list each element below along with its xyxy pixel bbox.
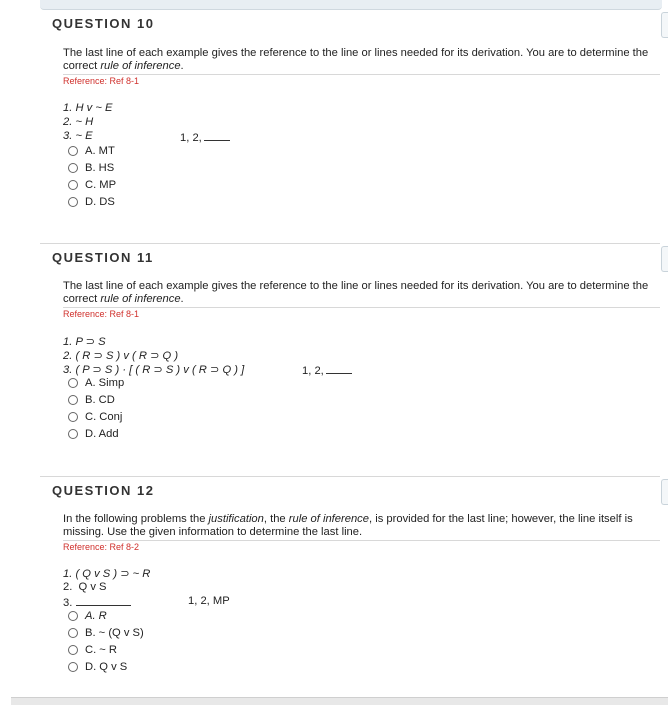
question-10-reference: Reference: Ref 8-1 (63, 76, 140, 86)
question-12-prompt: In the following problems the justification, the rule of inference, is provided for the last line; however, the line itself is missing. Use the given information to determine the last line. (63, 513, 633, 538)
radio-button[interactable] (68, 180, 78, 190)
top-panel-edge (40, 0, 662, 10)
question-12-option-a[interactable]: A. R (68, 609, 107, 623)
question-11-reference: Reference: Ref 8-1 (63, 309, 140, 319)
right-scroll-tab (661, 479, 668, 505)
question-10-prompt: The last line of each example gives the reference to the line or lines needed for its derivation. You are to determine the correct rule of inference. (63, 47, 649, 72)
question-10-option-a[interactable]: A. MT (68, 144, 115, 158)
question-12-line-1: 1. ( Q v S ) ⊃ ~ R (63, 568, 151, 580)
prompt-divider (63, 540, 660, 541)
question-10-justification: 1, 2, (180, 130, 230, 144)
question-11-option-c[interactable]: C. Conj (68, 410, 122, 424)
radio-button[interactable] (68, 611, 78, 621)
question-10-line-3: 3. ~ E (63, 130, 93, 142)
question-10-line-2: 2. ~ H (63, 116, 94, 128)
question-10-option-c[interactable]: C. MP (68, 178, 116, 192)
question-12-reference: Reference: Ref 8-2 (63, 542, 140, 552)
question-12-option-b[interactable]: B. ~ (Q v S) (68, 626, 144, 640)
question-10-title: QUESTION 10 (52, 16, 155, 31)
question-12-option-c[interactable]: C. ~ R (68, 643, 117, 657)
question-12-line-2: 2. Q v S (63, 581, 107, 593)
answer-blank (326, 363, 352, 374)
question-10-option-d[interactable]: D. DS (68, 195, 115, 209)
question-11-line-3: 3. ( P ⊃ S ) · [ ( R ⊃ S ) v ( R ⊃ Q ) ] (63, 364, 245, 376)
radio-button[interactable] (68, 146, 78, 156)
radio-button[interactable] (68, 395, 78, 405)
question-12-justification: 1, 2, MP (188, 595, 230, 607)
prompt-divider (63, 307, 660, 308)
question-separator (40, 476, 660, 477)
question-12-title: QUESTION 12 (52, 483, 155, 498)
question-11-line-1: 1. P ⊃ S (63, 336, 106, 348)
question-11-justification: 1, 2, (302, 363, 352, 377)
right-scroll-tab (661, 246, 668, 272)
question-11-title: QUESTION 11 (52, 250, 154, 265)
question-12-line-3: 3. (63, 595, 131, 609)
radio-button[interactable] (68, 412, 78, 422)
answer-blank (204, 130, 230, 141)
right-scroll-tab (661, 12, 668, 38)
question-separator (40, 243, 660, 244)
question-10-option-b[interactable]: B. HS (68, 161, 114, 175)
question-11-option-d[interactable]: D. Add (68, 427, 119, 441)
answer-blank (76, 595, 131, 606)
radio-button[interactable] (68, 197, 78, 207)
radio-button[interactable] (68, 662, 78, 672)
question-11-option-b[interactable]: B. CD (68, 393, 115, 407)
question-11-option-a[interactable]: A. Simp (68, 376, 124, 390)
prompt-divider (63, 74, 660, 75)
question-10-line-1: 1. H v ~ E (63, 102, 113, 114)
question-11-prompt: The last line of each example gives the reference to the line or lines needed for its derivation. You are to determine the correct rule of inference. (63, 280, 649, 305)
radio-button[interactable] (68, 378, 78, 388)
question-12-option-d[interactable]: D. Q v S (68, 660, 127, 674)
question-11-line-2: 2. ( R ⊃ S ) v ( R ⊃ Q ) (63, 350, 179, 362)
radio-button[interactable] (68, 429, 78, 439)
radio-button[interactable] (68, 628, 78, 638)
radio-button[interactable] (68, 645, 78, 655)
radio-button[interactable] (68, 163, 78, 173)
